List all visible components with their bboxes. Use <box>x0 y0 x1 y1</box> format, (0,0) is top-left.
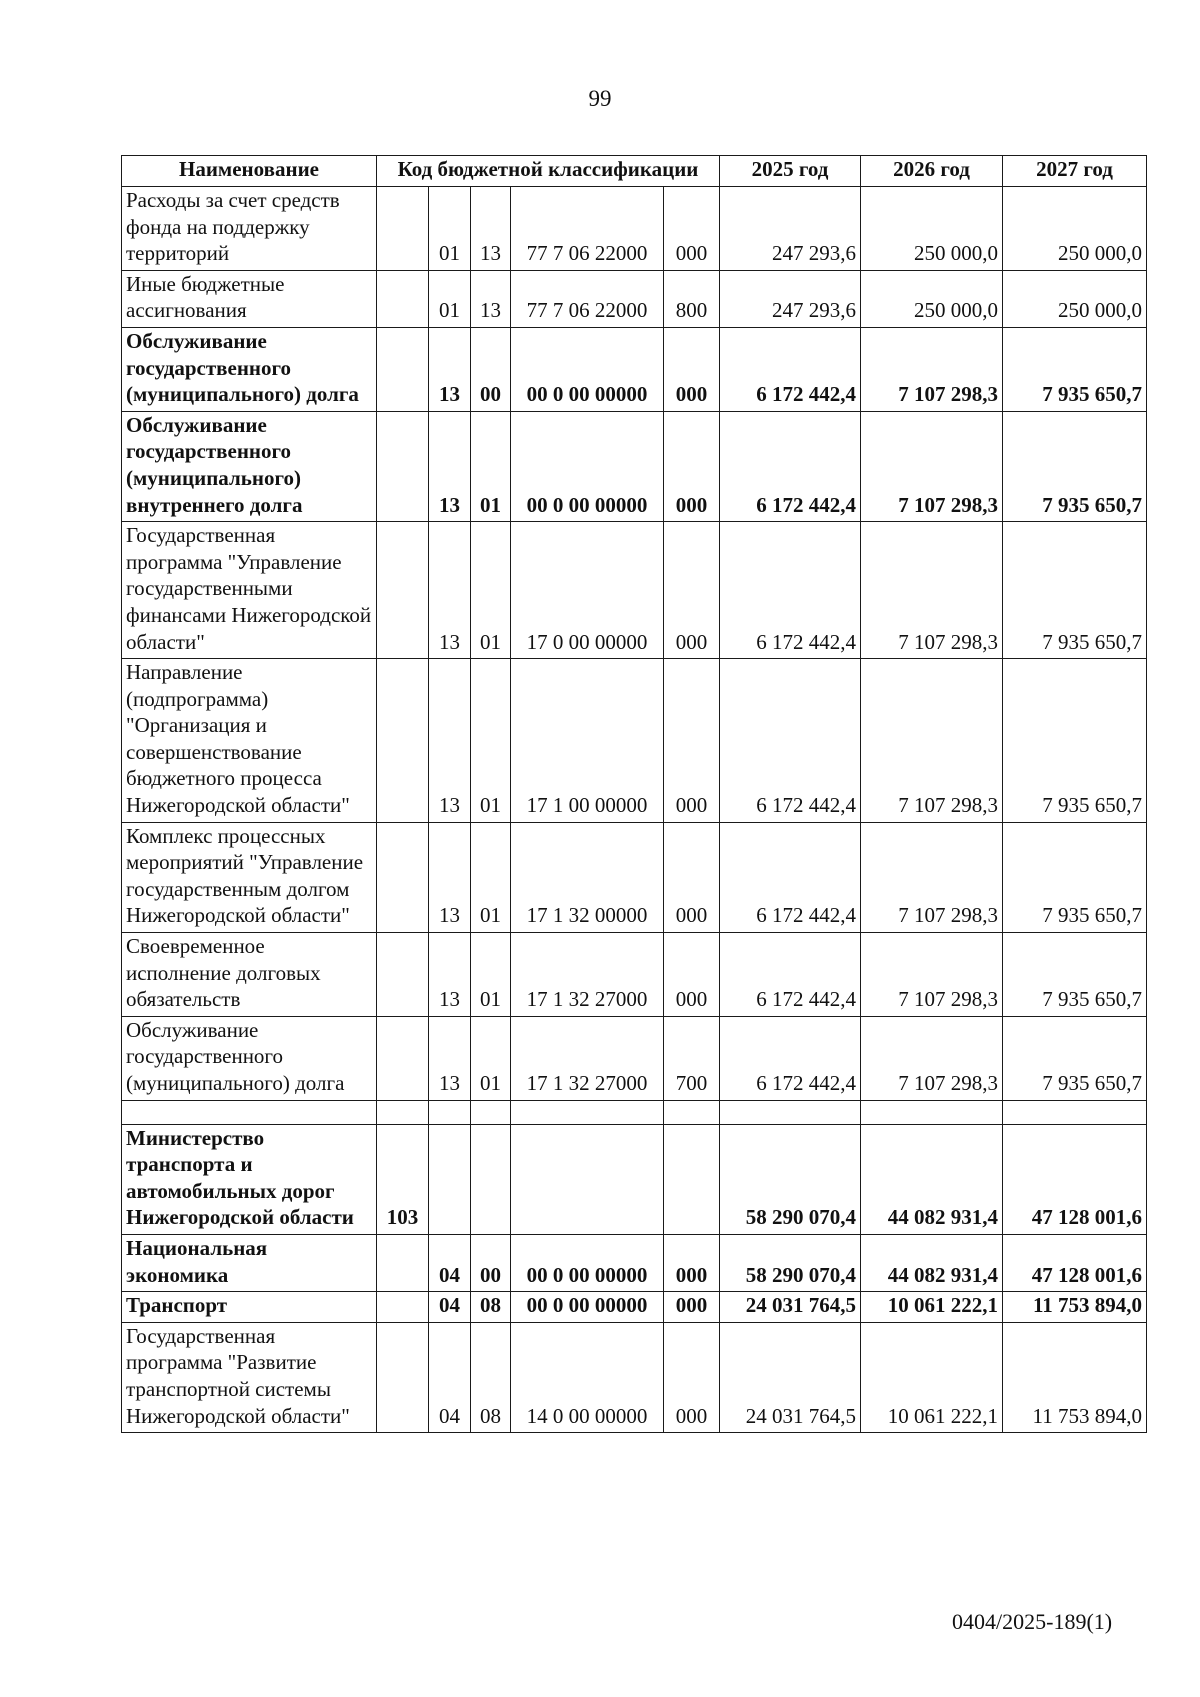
cell-amount-2025: 6 172 442,4 <box>720 1016 861 1100</box>
cell-name: Транспорт <box>122 1292 377 1323</box>
cell-expense-type: 000 <box>664 522 720 659</box>
cell-ministry-code <box>377 1016 429 1100</box>
cell-amount-2027 <box>1003 1100 1147 1124</box>
cell-section-code: 04 <box>429 1322 471 1432</box>
header-name: Наименование <box>122 156 377 187</box>
cell-target-article: 17 1 32 27000 <box>511 933 664 1017</box>
cell-amount-2027: 11 753 894,0 <box>1003 1292 1147 1323</box>
cell-target-article: 00 0 00 00000 <box>511 327 664 411</box>
cell-amount-2025: 6 172 442,4 <box>720 327 861 411</box>
cell-subsection-code <box>471 1124 511 1234</box>
document-code: 0404/2025-189(1) <box>952 1609 1113 1634</box>
header-2026: 2026 год <box>861 156 1003 187</box>
cell-amount-2026: 7 107 298,3 <box>861 1016 1003 1100</box>
cell-amount-2027: 7 935 650,7 <box>1003 522 1147 659</box>
cell-subsection-code: 01 <box>471 522 511 659</box>
cell-amount-2027: 7 935 650,7 <box>1003 411 1147 521</box>
table-row <box>122 659 1147 823</box>
cell-amount-2026: 44 082 931,4 <box>861 1234 1003 1291</box>
cell-name: Иные бюджетные ассигнования <box>122 270 377 327</box>
cell-name: Обслуживание государственного (муниципального) внутреннего долга <box>122 411 377 521</box>
cell-name: Государственная программа "Развитие транспортной системы Нижегородской области" <box>122 1322 377 1432</box>
cell-amount-2025: 247 293,6 <box>720 187 861 271</box>
cell-amount-2026: 10 061 222,1 <box>861 1322 1003 1432</box>
cell-amount-2027: 47 128 001,6 <box>1003 1234 1147 1291</box>
cell-ministry-code <box>377 1100 429 1124</box>
cell-amount-2026: 7 107 298,3 <box>861 522 1003 659</box>
cell-amount-2026: 7 107 298,3 <box>861 822 1003 932</box>
cell-subsection-code: 01 <box>471 1016 511 1100</box>
cell-section-code: 13 <box>429 822 471 932</box>
cell-target-article: 17 1 00 00000 <box>511 659 664 823</box>
cell-name: Своевременное исполнение долговых обязательств <box>122 933 377 1017</box>
table-row <box>122 822 1147 932</box>
cell-name: Комплекс процессных мероприятий "Управление государственным долгом Нижегородской области" <box>122 822 377 932</box>
cell-subsection-code: 01 <box>471 822 511 932</box>
table-row <box>122 1322 1147 1432</box>
cell-amount-2026: 250 000,0 <box>861 187 1003 271</box>
header-2027: 2027 год <box>1003 156 1147 187</box>
cell-name: Обслуживание государственного (муниципального) долга <box>122 327 377 411</box>
cell-amount-2025: 24 031 764,5 <box>720 1292 861 1323</box>
cell-section-code <box>429 1100 471 1124</box>
cell-expense-type: 000 <box>664 327 720 411</box>
cell-target-article <box>511 1124 664 1234</box>
cell-amount-2027: 250 000,0 <box>1003 270 1147 327</box>
cell-subsection-code: 01 <box>471 411 511 521</box>
cell-expense-type: 700 <box>664 1016 720 1100</box>
cell-target-article: 14 0 00 00000 <box>511 1322 664 1432</box>
cell-target-article: 00 0 00 00000 <box>511 411 664 521</box>
cell-subsection-code: 00 <box>471 1234 511 1291</box>
cell-section-code: 13 <box>429 1016 471 1100</box>
cell-amount-2025 <box>720 1100 861 1124</box>
cell-amount-2025: 24 031 764,5 <box>720 1322 861 1432</box>
cell-section-code <box>429 1124 471 1234</box>
cell-subsection-code: 08 <box>471 1322 511 1432</box>
cell-target-article: 17 1 32 00000 <box>511 822 664 932</box>
cell-section-code: 04 <box>429 1234 471 1291</box>
cell-ministry-code: 103 <box>377 1124 429 1234</box>
table-body <box>122 187 1147 1433</box>
cell-section-code: 13 <box>429 411 471 521</box>
table-row <box>122 1234 1147 1291</box>
cell-amount-2027: 47 128 001,6 <box>1003 1124 1147 1234</box>
cell-name: Расходы за счет средств фонда на поддержку территорий <box>122 187 377 271</box>
cell-expense-type <box>664 1124 720 1234</box>
cell-target-article: 17 1 32 27000 <box>511 1016 664 1100</box>
cell-amount-2025: 247 293,6 <box>720 270 861 327</box>
cell-name <box>122 1100 377 1124</box>
cell-expense-type: 000 <box>664 1292 720 1323</box>
cell-target-article <box>511 1100 664 1124</box>
cell-amount-2025: 58 290 070,4 <box>720 1234 861 1291</box>
cell-amount-2027: 7 935 650,7 <box>1003 822 1147 932</box>
cell-expense-type: 000 <box>664 1234 720 1291</box>
cell-section-code: 13 <box>429 659 471 823</box>
cell-amount-2025: 6 172 442,4 <box>720 933 861 1017</box>
cell-amount-2026: 10 061 222,1 <box>861 1292 1003 1323</box>
cell-name: Государственная программа "Управление государственными финансами Нижегородской области" <box>122 522 377 659</box>
cell-section-code: 04 <box>429 1292 471 1323</box>
cell-section-code: 13 <box>429 933 471 1017</box>
cell-subsection-code: 13 <box>471 270 511 327</box>
cell-expense-type: 000 <box>664 933 720 1017</box>
cell-ministry-code <box>377 411 429 521</box>
cell-expense-type: 000 <box>664 187 720 271</box>
page-number: 99 <box>588 86 612 111</box>
cell-subsection-code: 01 <box>471 659 511 823</box>
cell-target-article: 17 0 00 00000 <box>511 522 664 659</box>
table-row <box>122 187 1147 271</box>
cell-section-code: 13 <box>429 327 471 411</box>
cell-amount-2027: 7 935 650,7 <box>1003 1016 1147 1100</box>
cell-amount-2025: 58 290 070,4 <box>720 1124 861 1234</box>
cell-ministry-code <box>377 933 429 1017</box>
cell-target-article: 77 7 06 22000 <box>511 187 664 271</box>
cell-ministry-code <box>377 270 429 327</box>
cell-expense-type: 000 <box>664 659 720 823</box>
table-row <box>122 522 1147 659</box>
cell-amount-2025: 6 172 442,4 <box>720 822 861 932</box>
table-row <box>122 1292 1147 1323</box>
cell-section-code: 01 <box>429 187 471 271</box>
cell-subsection-code: 01 <box>471 933 511 1017</box>
cell-amount-2026 <box>861 1100 1003 1124</box>
cell-expense-type <box>664 1100 720 1124</box>
cell-ministry-code <box>377 187 429 271</box>
table-row <box>122 327 1147 411</box>
cell-amount-2026: 250 000,0 <box>861 270 1003 327</box>
cell-target-article: 77 7 06 22000 <box>511 270 664 327</box>
cell-ministry-code <box>377 1322 429 1432</box>
cell-subsection-code <box>471 1100 511 1124</box>
cell-amount-2027: 7 935 650,7 <box>1003 327 1147 411</box>
cell-expense-type: 800 <box>664 270 720 327</box>
cell-expense-type: 000 <box>664 411 720 521</box>
cell-amount-2026: 7 107 298,3 <box>861 327 1003 411</box>
cell-amount-2025: 6 172 442,4 <box>720 659 861 823</box>
cell-expense-type: 000 <box>664 1322 720 1432</box>
cell-subsection-code: 00 <box>471 327 511 411</box>
header-2025: 2025 год <box>720 156 861 187</box>
cell-ministry-code <box>377 1234 429 1291</box>
cell-section-code: 01 <box>429 270 471 327</box>
cell-amount-2025: 6 172 442,4 <box>720 522 861 659</box>
cell-amount-2026: 7 107 298,3 <box>861 659 1003 823</box>
cell-amount-2027: 7 935 650,7 <box>1003 933 1147 1017</box>
table-row <box>122 411 1147 521</box>
cell-ministry-code <box>377 327 429 411</box>
header-code: Код бюджетной классификации <box>377 156 720 187</box>
cell-amount-2025: 6 172 442,4 <box>720 411 861 521</box>
cell-name: Обслуживание государственного (муниципального) долга <box>122 1016 377 1100</box>
cell-amount-2027: 11 753 894,0 <box>1003 1322 1147 1432</box>
cell-subsection-code: 08 <box>471 1292 511 1323</box>
table-row <box>122 1016 1147 1100</box>
cell-name: Направление (подпрограмма) "Организация и совершенствование бюджетного процесса Нижегородской области" <box>122 659 377 823</box>
cell-amount-2027: 7 935 650,7 <box>1003 659 1147 823</box>
cell-ministry-code <box>377 659 429 823</box>
cell-expense-type: 000 <box>664 822 720 932</box>
cell-ministry-code <box>377 1292 429 1323</box>
table-row <box>122 933 1147 1017</box>
cell-section-code: 13 <box>429 522 471 659</box>
cell-name: Национальная экономика <box>122 1234 377 1291</box>
cell-target-article: 00 0 00 00000 <box>511 1292 664 1323</box>
cell-amount-2026: 44 082 931,4 <box>861 1124 1003 1234</box>
cell-amount-2026: 7 107 298,3 <box>861 933 1003 1017</box>
header-row <box>122 156 1147 187</box>
budget-table <box>121 155 1147 1433</box>
table-row <box>122 270 1147 327</box>
cell-amount-2027: 250 000,0 <box>1003 187 1147 271</box>
cell-ministry-code <box>377 822 429 932</box>
cell-ministry-code <box>377 522 429 659</box>
table-row <box>122 1100 1147 1124</box>
cell-amount-2026: 7 107 298,3 <box>861 411 1003 521</box>
cell-name: Министерство транспорта и автомобильных дорог Нижегородской области <box>122 1124 377 1234</box>
cell-subsection-code: 13 <box>471 187 511 271</box>
cell-target-article: 00 0 00 00000 <box>511 1234 664 1291</box>
table-row <box>122 1124 1147 1234</box>
